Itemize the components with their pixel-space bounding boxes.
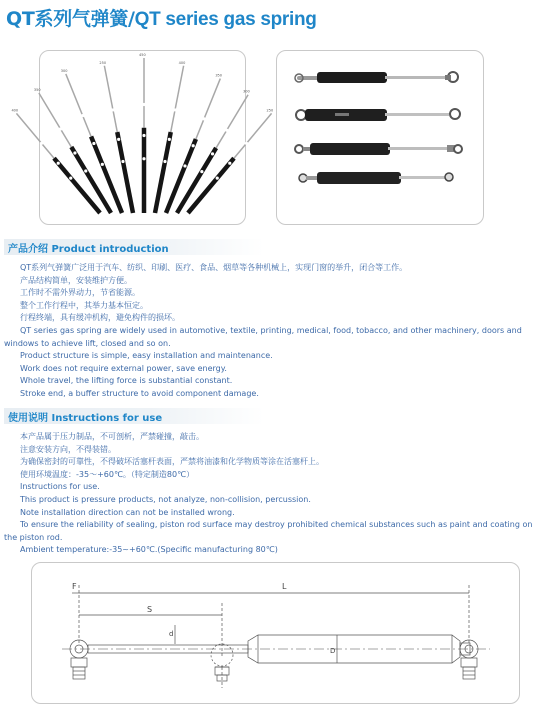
fan-spring xyxy=(155,61,185,213)
fan-spring-label: 250 xyxy=(266,108,274,113)
fan-spring-label: 350 xyxy=(33,87,41,92)
text-line: Stroke end, a buffer structure to avoid component damage. xyxy=(20,388,259,398)
fan-spring-label: 450 xyxy=(139,53,146,57)
fan-spring xyxy=(166,74,222,213)
fan-spring xyxy=(34,88,111,213)
gas-spring-1 xyxy=(295,72,458,83)
gas-spring-fan-illustration xyxy=(11,51,274,224)
gas-spring-4 xyxy=(299,172,453,184)
label-s: S xyxy=(147,605,153,614)
gas-spring-2 xyxy=(296,109,460,121)
text-line: QT series gas spring are widely used in automotive, textile, printing, medical, food, tobacco, and other machinery, doors and windows to achieve lift, closed and so on. xyxy=(4,325,522,348)
text-line: 本产品属于压力制品，不可剖析，严禁碰撞，敲击。 xyxy=(20,432,204,441)
product-photo-fan xyxy=(11,50,274,225)
text-line: This product is pressure products, not analyze, non-collision, percussion. xyxy=(20,494,311,504)
fan-spring xyxy=(99,61,133,213)
text-line: 行程终端，具有缓冲机构，避免构件的损坏。 xyxy=(20,313,180,323)
section-heading-intro: 产品介绍 Product introduction xyxy=(8,243,169,255)
technical-drawing xyxy=(31,562,520,704)
text-line: 产品结构简单，安装维护方便。 xyxy=(20,275,132,285)
fan-spring-label: 250 xyxy=(99,60,107,65)
fan-spring xyxy=(61,69,122,213)
text-line: 注意安装方向，不得装错。 xyxy=(20,444,116,454)
text-line: Product structure is simple, easy installation and maintenance. xyxy=(20,351,273,361)
section-header-intro xyxy=(4,239,264,255)
fan-spring-label: 350 xyxy=(215,73,223,78)
text-line: 整个工作行程中，其举力基本恒定。 xyxy=(20,300,148,310)
fan-spring xyxy=(139,53,146,213)
fan-spring-label: 400 xyxy=(178,60,186,65)
text-line: Instructions for use. xyxy=(20,482,100,492)
label-l: L xyxy=(282,582,287,591)
text-line: 工作时不需外界动力，节省能源。 xyxy=(20,288,140,298)
fan-spring-label: 400 xyxy=(11,108,19,113)
page-title xyxy=(6,4,317,31)
label-f: F xyxy=(72,582,77,591)
text-line: QT系列气弹簧广泛用于汽车、纺织、印刷、医疗、食品、烟草等各种机械上，实现门窗的举升，闭合等工作。 xyxy=(20,263,408,272)
intro-text-block xyxy=(4,262,544,401)
text-line: Ambient temperature:-35~+60℃.(Specific manufacturing 80℃) xyxy=(20,545,278,555)
label-d-big: D xyxy=(330,647,336,655)
fan-spring-label: 300 xyxy=(243,89,250,94)
label-d-small: d xyxy=(169,630,174,638)
instructions-text-block xyxy=(4,431,544,557)
product-photo-row xyxy=(276,50,484,225)
gas-spring-3 xyxy=(295,143,462,155)
text-line: To ensure the reliability of sealing, piston rod surface may destroy prohibited chemical substances such as paint and coating on the piston rod. xyxy=(4,520,533,542)
title-en: QT series gas spring xyxy=(134,9,317,30)
text-line: Whole travel, the lifting force is substantial constant. xyxy=(20,376,233,386)
title-sep: / xyxy=(128,8,135,30)
text-line: 为确保密封的可靠性，不得破坏活塞杆表面，严禁将油漆和化学物质等涂在活塞杆上。 xyxy=(20,457,324,467)
text-line: Note installation direction can not be installed wrong. xyxy=(20,507,235,517)
gas-spring-row-illustration xyxy=(277,51,483,224)
fan-spring-label: 300 xyxy=(60,68,68,73)
text-line: 使用环境温度：-35～+60℃。（特定制造80℃） xyxy=(20,469,195,479)
text-line: Work does not require external power, save energy. xyxy=(20,363,227,373)
section-header-instructions xyxy=(4,408,264,424)
section-heading-instructions: 使用说明 Instructions for use xyxy=(8,412,163,424)
gas-spring-dimension-drawing xyxy=(32,563,519,703)
title-cn: QT系列气弹簧 xyxy=(6,8,129,30)
